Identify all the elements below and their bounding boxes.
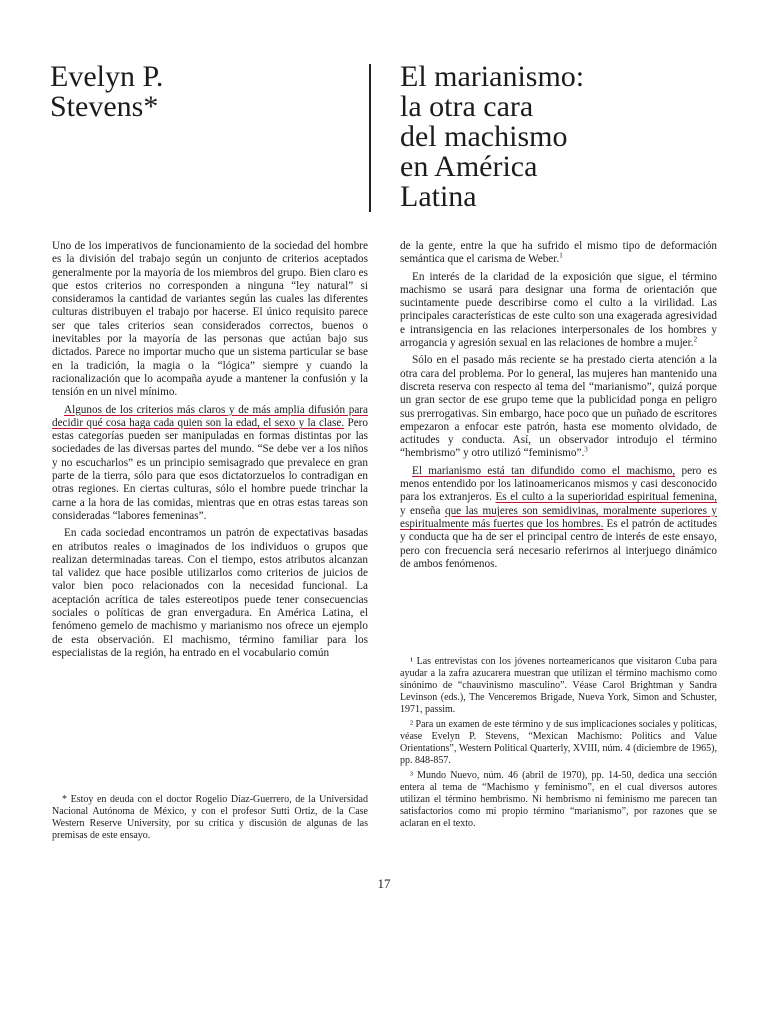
article-title: [400, 62, 740, 212]
title-line-5: Latina: [400, 180, 477, 213]
header-divider: [369, 64, 371, 212]
right-paragraph-2: En interés de la claridad de la exposición que sigue, el término machismo se usará para designar una forma de orientación que sucintamente puede describirse como el culto a la virilidad. Las principales características de este culto son una exagerada agresividad e intransigencia en las relaciones interpersonales de los hombres y arrogancia y agresión sexual en las relaciones de hombre a mujer.$^2$: [400, 270, 717, 350]
footnote-2: ² Para un examen de este término y de sus implicaciones sociales y políticas, véase Evelyn P. Stevens, “Mexican Machismo: Politics and Value Orientations”, Western Political Quarterly, XVIII, núm. 4 (diciembre de 1965), pp. 848-857.: [400, 719, 717, 766]
right-paragraph-3: Sólo en el pasado más reciente se ha prestado cierta atención a la otra cara del problema. Por lo general, las mujeres han mantenido una discreta reserva con respecto al tema del “marianismo”, quizá porque un gran sector de ese grupo teme que la publicidad ponga en peligro sus prerrogativas. Sin embargo, hace poco que un puñado de escritores empezaron a enfocar este patrón, hasta ese momento olvidado, de actitudes y conducta. Así, un observador introdujo el término “hembrismo” y otro utilizó “feminismo”.$^3$: [400, 354, 717, 460]
author-line-2: Stevens*: [50, 90, 159, 123]
footnote-3: ³ Mundo Nuevo, núm. 46 (abril de 1970), pp. 14-50, dedica una sección entera al tema de “Machismo y feminismo”, en el cual diversos autores utilizan el término hembrismo. Ni hembrismo ni feminismo me parecen tan satisfactorios como mi propio término “marianismo”, por razones que se aclaran en el texto.: [400, 770, 717, 829]
left-paragraph-2-rest: Pero estas categorías pueden ser manipuladas en formas distintas por las sociedades de las diversas partes del mundo. “Se debe ver a los niños y no escucharlos” es un principio semisagrado que prevalece en gran parte de la tierra, sólo para que esos dictatorzuelos lo contradigan en otras regiones. En ciertas culturas, sólo el hombre puede trinchar la carne a la hora de las comidas, mientras que en otras estas tareas son consideradas “labores femeninas”.: [52, 416, 368, 522]
footnote-ref-2: 2: [693, 335, 698, 344]
underlined-passage: Algunos de los criterios más claros y de más amplia difusión para decidir qué cosa haga cada quien son la edad, el sexo y la clase.: [52, 403, 368, 429]
right-column: [400, 240, 717, 571]
underlined-passage-2: Es el culto a la superioridad espiritual femenina,: [495, 491, 717, 504]
left-paragraph-1: Uno de los imperativos de funcionamiento de la sociedad del hombre es la división del trabajo según un conjunto de criterios aceptados generalmente por la mayoría de los miembros del grupo. Bien claro es que estos criterios no corresponden a ninguna “ley natural” si consideramos la cantidad de variantes según las cuales las diferentes culturas distribuyen el trabajo por hacerse. El único requisito parece ser que tales criterios sean considerados correctos, buenos o inevitables por la mayoría de las personas que actúan bajo sus dictados. Parece no importar mucho que un sistema particular se base en la tradición, la magia o la “lógica” siempre y cuando la racionalización que lo acompaña ayude a mantener la confusión y la tensión en un nivel mínimo.: [52, 240, 368, 399]
footnotes: [400, 656, 717, 833]
title-line-3: del machismo: [400, 120, 568, 153]
underlined-passage-3: que las mujeres son semidivinas, moralmente superiores y espiritualmente más fuertes que los hombres.: [400, 504, 717, 530]
author-footnote: [52, 794, 368, 845]
right-paragraph-1: de la gente, entre la que ha sufrido el mismo tipo de deformación semántica que el carisma de Weber.$^1$: [400, 240, 717, 266]
underlined-passage-1: El marianismo está tan difundido como el machismo,: [412, 464, 676, 477]
title-line-4: en América: [400, 150, 538, 183]
left-column: [52, 240, 368, 660]
footnote-ref-3: 3: [584, 445, 588, 454]
author-name: [50, 62, 350, 122]
author-line-1: Evelyn P.: [50, 60, 164, 93]
left-paragraph-2: [52, 404, 368, 524]
title-line-2: la otra cara: [400, 90, 534, 123]
footnote-ref-1: 1: [559, 251, 563, 260]
left-paragraph-3: En cada sociedad encontramos un patrón de expectativas basadas en atributos reales o imaginados de los individuos o grupos que realizan determinadas tareas. Con el tiempo, estos atributos alcanzan tal validez que hace posible utilizarlos como criterios de juicios de valor bien poco relacionados con la necesidad funcional. La aceptación acrítica de tales estereotipos puede tener consecuencias sociales o políticas de gran envergadura. En América Latina, el fenómeno gemelo de machismo y marianismo nos ofrece un ejemplo de esta observación. El machismo, término familiar para los especialistas de la región, ha entrado en el vocabulario común: [52, 527, 368, 659]
footnote-star: * Estoy en deuda con el doctor Rogelio Díaz-Guerrero, de la Universidad Nacional Autónoma de México, y con el profesor Sutti Ortiz, de la Case Western Reserve University, por su crítica y discusión de algunas de las premisas de este ensayo.: [52, 794, 368, 841]
title-line-1: El marianismo:: [400, 60, 585, 93]
footnote-1: ¹ Las entrevistas con los jóvenes norteamericanos que visitaron Cuba para ayudar a la zafra azucarera muestran que utilizan el término machismo como sinónimo de “chauvinismo masculino”. Véase Carol Brightman y Sandra Levinson (eds.), The Venceremos Brigade, Nueva York, Simon and Schuster, 1971, passim.: [400, 656, 717, 715]
right-paragraph-4: El marianismo está tan difundido como el machismo, pero es menos entendido por los latinoamericanos mismos y casi desconocido para los extranjeros. Es el culto a la superioridad espiritual femenina, y enseña que las mujeres son semidivinas, moralmente superiores y espiritualmente más fuertes que los hombres. Es el patrón de actitudes y conducta que ha de ser el principal centro de interés de este ensayo, pero con frecuencia será necesario referirnos al interjuego dinámico de ambos fenómenos.: [400, 464, 717, 570]
page-number: 17: [377, 876, 391, 891]
